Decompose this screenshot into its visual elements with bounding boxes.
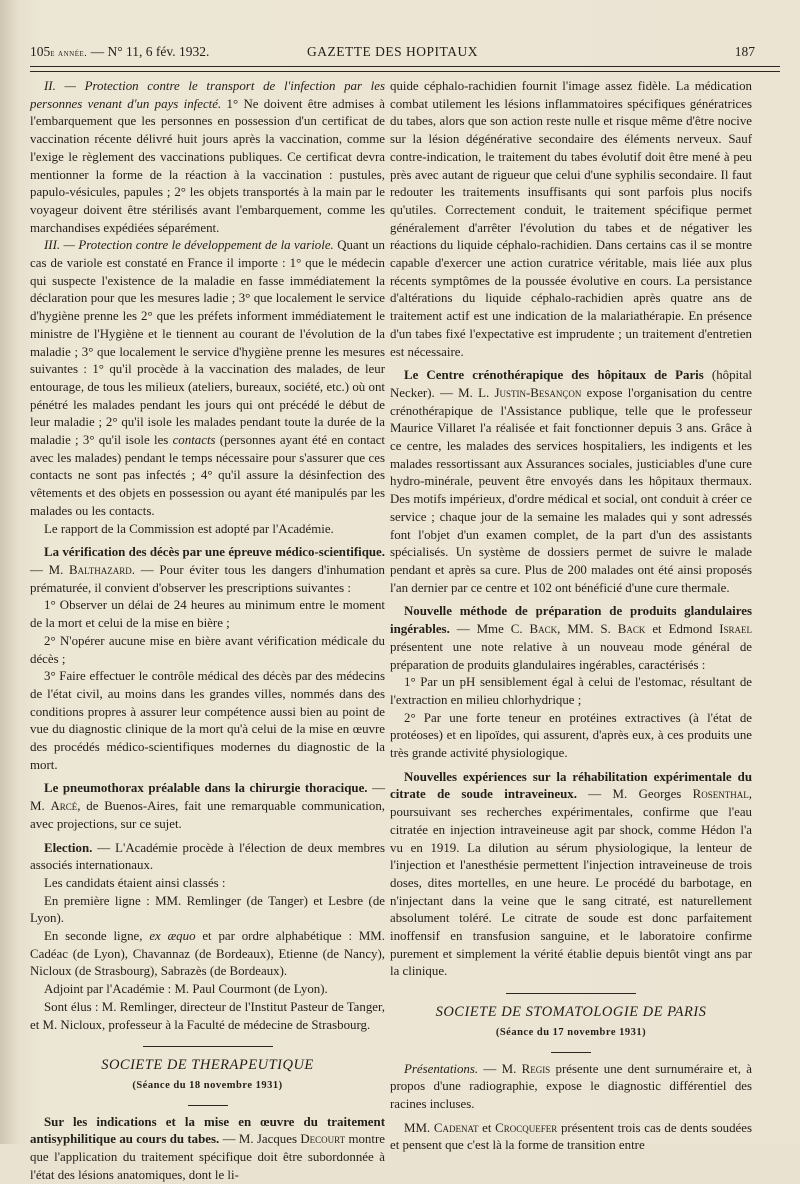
- seance-date: (Séance du 18 novembre 1931): [132, 1079, 283, 1091]
- paragraph-dents-soudees: MM. Cadenat et Crocquefer présentent trois cas de dents soudées et pensent que c'est là la forme de transition entre: [390, 1120, 753, 1153]
- paragraph-seconde-ligne: En seconde ligne, ex æquo et par ordre alphabétique : MM. Cadéac (de Lyon), Chavannaz (de Bordeaux), Etienne (de Nancy), Nicloux (de Strasbourg), Sabrazès (de Bordeaux).: [30, 929, 385, 979]
- paragraph-tabes-continued: quide céphalo-rachidien fournit l'image assez fidèle. La médication combat utilement les lésions inflammatoires spécifiques génératrices du tabes, alors que son action reste nulle et risque même d'être nocive sur la lésion dégénérative secondaire des éléments nerveux. Sauf contre-indication, le traitement du tabes évolutif doit être mené à peu près avec autant de rigueur que celui d'une syphilis secondaire. Il faut redouter les traitements insuffisants qui sont parfois plus nocifs qu'utiles. Correctement conduit, le traitement spécifique permet généralement d'arrêter l'évolution du tabes et de négativer les réactions du liquide céphalo-rachidien. Dans certains cas il se montre capable d'exercer une action curatrice véritable, mais liée aux plus récents symptômes de la poussée évolutive en cours. La persistance d'altérations du liquide céphalo-rachidien après quatre ans de traitement actif est une indication de la malariathérapie. En présence d'un tabes fixé l'expectative est imprudente ; un traitement d'entretien est nécessaire.: [390, 79, 752, 359]
- paragraph-protection-transport: II. — Protection contre le transport de l'infection par les personnes venant d'un pays infecté. 1° Ne doivent être admises à l'embarquement que les personnes en possession d'un certificat de vaccination récente délivré huit jours après la vaccination, comme l'exige le règlement des vaccinations publiques. Ce certificat devra mentionner la forme de la réaction à la vaccination : pustules, papulo-vésicules, papules ; 2° les objets transportés à la main par le voyageur doivent être stérilisés avant l'embarquement, comme les marchandises expédiées séparément.: [30, 79, 386, 235]
- list-item: 2° N'opérer aucune mise en bière avant vérification médicale du décès ;: [30, 633, 385, 666]
- journal-title: GAZETTE DES HOPITAUX: [307, 44, 478, 59]
- paragraph-elus: Sont élus : M. Remlinger, directeur de l'Institut Pasteur de Tanger, et M. Nicloux, professeur à la Faculté de médecine de Strasbourg.: [30, 999, 385, 1032]
- paragraph-election: Election. — L'Académie procède à l'élection de deux membres associés internationaux.: [30, 840, 385, 873]
- list-item: 2° Par une forte teneur en protéines extractives (à l'état de protéoses) et en lipoïdes, qui assurent, d'après eux, à ces produits une très grande activité physiologique.: [390, 710, 752, 761]
- page-number: 187: [734, 44, 755, 59]
- paragraph-presentations: Présentations. — M. Regis présente une dent surnuméraire et, à propos d'une radiographie, expose le diagnostic différentiel des racines incluses.: [390, 1061, 752, 1111]
- paragraph-rapport: Le rapport de la Commission est adopté par l'Académie.: [44, 521, 334, 536]
- divider: [551, 1052, 591, 1053]
- paragraph-citrate: Nouvelles expériences sur la réhabilitation expérimentale du citrate de soude intraveineux. — M. Georges Rosenthal, poursuivant ses recherches expérimentales, confirme que l'eau citratée en injection intraveineuse agit par shock, comme Hédon l'a vu en 1919. La dilution au sérum physiologique, la lenteur de l'injection et l'anesthésie permettent l'injection intraveineuse de trois doses, dites mortelles, en une heure. Le procédé du barbotage, en n'injectant dans la veine que le sang citraté, est naturellement absolument toléré. Le citrate de soude est donc parfaitement inoffensif en transfusion sanguine, et le laboratoire confirme purement et simplement la vérité établie depuis bientôt vingt ans par la clinique.: [390, 769, 753, 979]
- paragraph-nouvelle-methode: Nouvelle méthode de préparation de produits glandulaires ingérables. — Mme C. Back, MM. S. Back et Edmond Israel présentent une note relative à un nouveau mode général de préparation de produits glandulaires ingérables, caractérisés :: [390, 604, 753, 672]
- header-rule: [30, 66, 780, 72]
- section-rule: [143, 1046, 273, 1047]
- paragraph-candidats: Les candidats étaient ainsi classés :: [44, 875, 226, 890]
- left-column: [30, 78, 385, 1184]
- paragraph-protection-variole: III. — Protection contre le développement de la variole. Quant un cas de variole est constaté en France il importe : 1° que le médecin qui suspecte l'existence de la maladie en fasse immédiatement la déclaration pour que les mesures ladie ; 3° que localement le service d'hygiène prenne les 2° que les préfets informent immédiatement le ministre de l'Hygiène et le tiennent au courant de l'évolution de la maladie ; 3° que localement le service d'hygiène prenne les mesures suivantes : 1° qu'il procède à la vaccination des malades, de leur entourage, de tous les milieux (ateliers, bureaux, société, etc.) où ont pénétré les malades pendant les jours qui ont précédé le début de leur maladie ; 2° qu'il isole les malades pendant toute la durée de la maladie ; 3° qu'il isole les contacts (personnes ayant été en contact avec les malades) pendant le temps nécessaire pour s'assurer que ces contacts ne sont pas infectés ; 4° qu'il assure la désinfection des vêtements et des objets en possession ou ayant été manipulés par les malades ou les contacts.: [30, 238, 386, 518]
- paragraph-verification: La vérification des décès par une épreuve médico-scientifique. — M. Balthazard. — Pour éviter tous les dangers d'inhumation prématurée, il convient d'observer les prescriptions suivantes :: [30, 545, 385, 595]
- issue-info: 105e année. — N° 11, 6 fév. 1932.: [30, 44, 210, 59]
- seance-date: (Séance du 17 novembre 1931): [495, 1026, 647, 1038]
- society-heading: SOCIETE DE STOMATOLOGIE DE PARIS: [435, 1004, 707, 1021]
- divider: [188, 1105, 228, 1106]
- paragraph-premiere-ligne: En première ligne : MM. Remlinger (de Tanger) et Lesbre (de Lyon).: [30, 893, 385, 926]
- paragraph-pneumothorax: Le pneumothorax préalable dans la chirurgie thoracique. — M. Arcé, de Buenos-Aires, fait une remarquable communication, avec projections, sur ce sujet.: [30, 781, 385, 831]
- paragraph-adjoint: Adjoint par l'Académie : M. Paul Courmont (de Lyon).: [44, 982, 328, 997]
- list-item: 1° Observer un délai de 24 heures au minimum entre le moment de la mort et celui de la mise en bière ;: [30, 598, 385, 631]
- paragraph-centre: Le Centre crénothérapique des hôpitaux de Paris (hôpital Necker). — M. L. Justin-Besançon expose l'organisation du centre crénothérapique de l'Assistance publique, telle que le professeur Maurice Villaret l'a réalisée et fait fonctionner depuis 3 ans. Grâce à ce centre, les malades des services hospitaliers, les indigents et les malades ressortissant aux Assurances sociales, justiciables d'une cure hydro-minérale, peuvent être envoyés dans les hôpitaux thermaux. Des motifs impérieux, d'ordre médical et social, ont conduit à créer ce service ; chaque jour de la semaine les malades qui y sont adressés font l'objet d'un examen complet, de la part d'un des assistants spécialisés. Un système de dossiers permet de suivre le malade pendant et après sa cure. Plus de 200 malades ont été ainsi proposés l'an dernier par ce centre et 102 ont bénéficié d'une cure thermale.: [390, 368, 753, 595]
- right-column: [390, 78, 752, 1155]
- paragraph-indications: Sur les indications et la mise en œuvre du traitement antisyphilitique au cours du tabes. — M. Jacques Decourt montre que l'application du traitement spécifique doit être subordonnée à l'état des lésions anatomiques, dont le li-: [30, 1114, 385, 1182]
- society-heading: SOCIETE DE THERAPEUTIQUE: [101, 1057, 314, 1074]
- section-rule: [506, 993, 636, 994]
- list-item: 3° Faire effectuer le contrôle médical des décès par des médecins de l'état civil, au moins dans les grandes villes, nommés dans des conditions propres à assurer leur compétence aussi bien au point de vue du diagnostic clinique de la mort qu'à celui de la mise en œuvre des procédés médico-scientifiques modernes du diagnostic de la mort.: [30, 669, 385, 772]
- running-header: [30, 44, 755, 64]
- list-item: 1° Par un pH sensiblement égal à celui de l'estomac, résultant de l'extraction en milieu chlorhydrique ;: [390, 675, 752, 707]
